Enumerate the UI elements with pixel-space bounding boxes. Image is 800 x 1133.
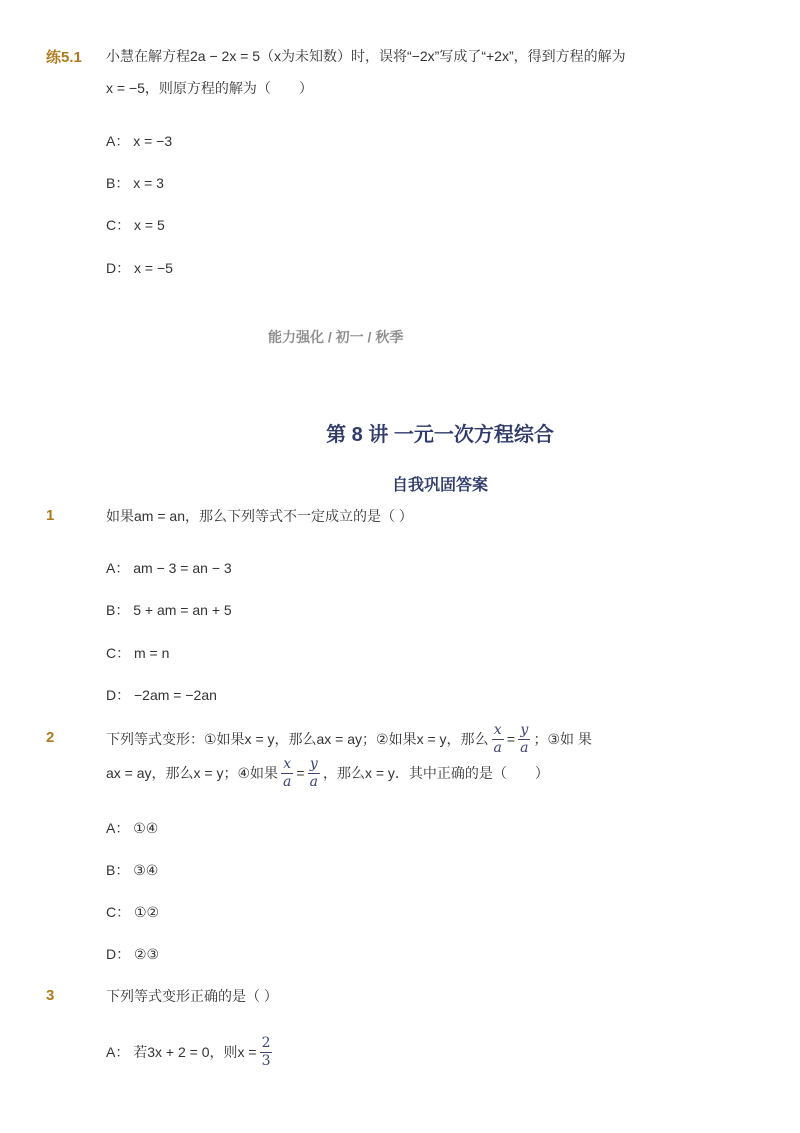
- fraction-denominator: a: [283, 773, 292, 790]
- stem-text: ；③如 果: [533, 731, 592, 747]
- fraction-numerator: x: [283, 755, 292, 772]
- stem-text: ax = ay，那么x = y；④如果: [106, 765, 279, 781]
- option-a[interactable]: [106, 1030, 275, 1074]
- option-c[interactable]: C： x = 5: [106, 217, 165, 233]
- option-text: A： 若3x + 2 = 0，则x =: [106, 1044, 257, 1060]
- fraction-numerator: y: [520, 721, 529, 738]
- question-number: 1: [46, 507, 55, 524]
- equals-sign: =: [506, 731, 516, 747]
- fraction-two-thirds: [260, 1036, 273, 1069]
- fraction-y-over-a: [518, 723, 530, 756]
- fraction-y-over-a: [308, 757, 320, 790]
- fraction-x-over-a: [492, 723, 504, 756]
- exercise-label: 练5.1: [46, 49, 82, 66]
- fraction-numerator: x: [493, 721, 502, 738]
- fraction-numerator: 2: [261, 1034, 271, 1051]
- question-number: 3: [46, 987, 55, 1004]
- question-stem: 下列等式变形正确的是（ ）: [106, 988, 278, 1004]
- fraction-denominator: a: [520, 739, 529, 756]
- option-c[interactable]: C： ①②: [106, 904, 160, 920]
- fraction-x-over-a: [281, 757, 293, 790]
- question-stem-line-2: x = −5，则原方程的解为（ ）: [106, 80, 313, 96]
- fraction-denominator: a: [309, 773, 318, 790]
- page-footer: 能力强化 / 初一 / 秋季: [268, 329, 404, 345]
- option-c[interactable]: C： m = n: [106, 645, 170, 661]
- option-d[interactable]: D： x = −5: [106, 260, 173, 276]
- option-d[interactable]: D： −2am = −2an: [106, 687, 217, 703]
- option-a[interactable]: A： x = −3: [106, 133, 173, 149]
- section-title: 自我巩固答案: [391, 477, 488, 494]
- stem-text: 下列等式变形：①如果x = y，那么ax = ay；②如果x = y，那么: [106, 731, 489, 747]
- option-b[interactable]: B： ③④: [106, 862, 159, 878]
- fraction-denominator: a: [493, 739, 502, 756]
- stem-text: ，那么x = y．其中正确的是（ ）: [322, 765, 549, 781]
- option-b[interactable]: B： 5 + am = an + 5: [106, 602, 232, 618]
- equals-sign: =: [296, 765, 305, 781]
- chapter-title: 第 8 讲 一元一次方程综合: [326, 424, 554, 446]
- fraction-numerator: y: [309, 755, 318, 772]
- option-d[interactable]: D： ②③: [106, 946, 160, 962]
- option-a[interactable]: A： ①④: [106, 820, 159, 836]
- question-stem-line-1: 小慧在解方程2a − 2x = 5（x为未知数）时，误将“−2x”写成了“+2x”，得到方程的解为: [106, 48, 626, 64]
- question-stem: 如果am = an，那么下列等式不一定成立的是（ ）: [106, 508, 413, 524]
- option-a[interactable]: A： am − 3 = an − 3: [106, 560, 232, 576]
- fraction-denominator: 3: [261, 1052, 271, 1069]
- option-b[interactable]: B： x = 3: [106, 175, 164, 191]
- question-stem-line-2: [106, 753, 549, 793]
- question-number: 2: [46, 729, 55, 746]
